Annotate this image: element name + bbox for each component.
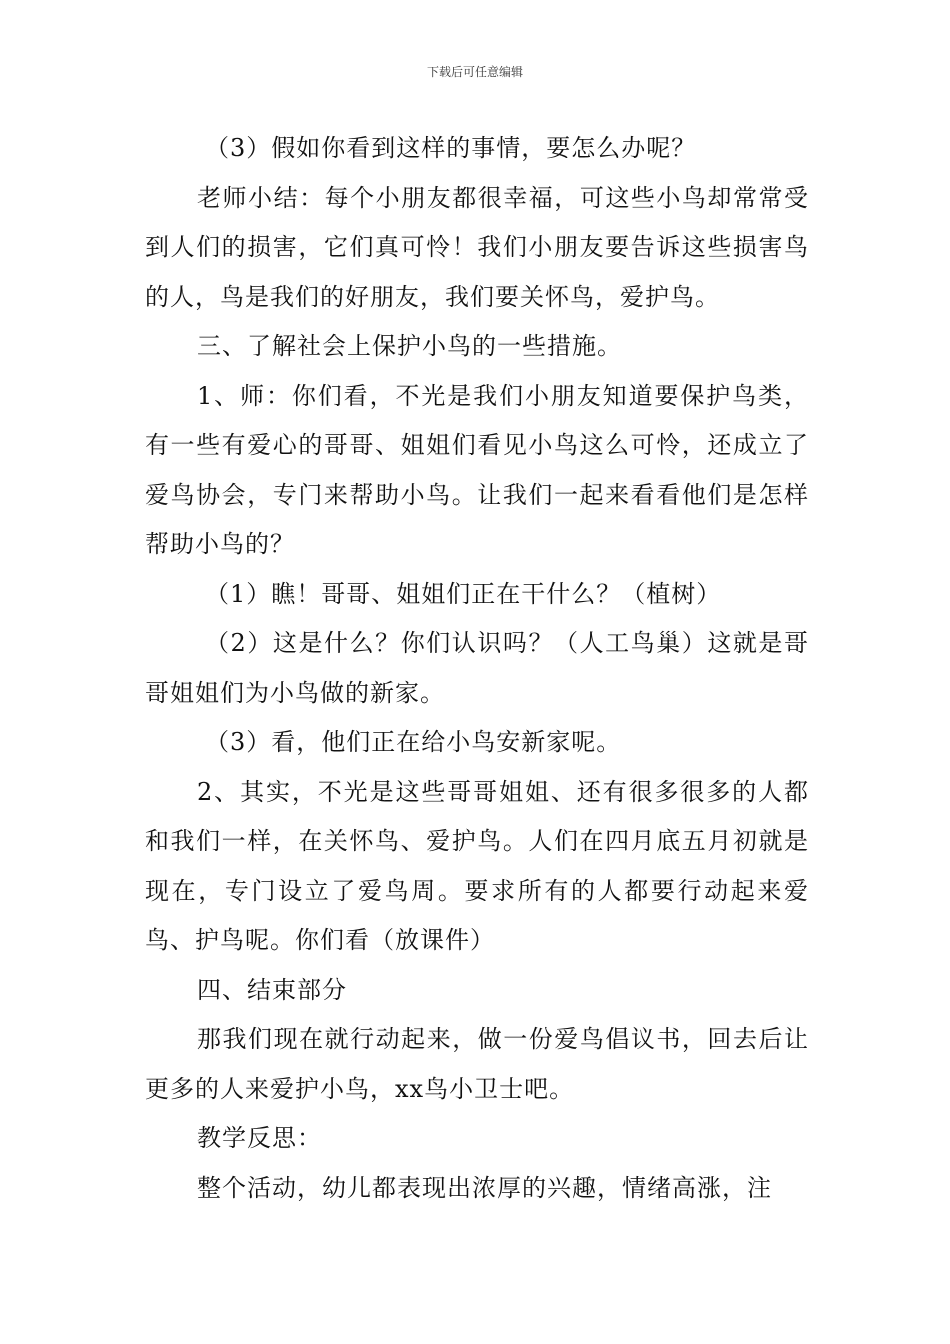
document-body [145, 124, 809, 1213]
section-heading-3: 三、了解社会上保护小鸟的一些措施。 [197, 332, 622, 360]
paragraph-sub-item-1: （1）瞧！哥哥、姐姐们正在干什么？（植树） [205, 579, 722, 608]
paragraph-item-2: 2、其实，不光是这些哥哥姐姐、还有很多很多的人都和我们一样，在关怀鸟、爱护鸟。人们在四月底五月初就是现在，专门设立了爱鸟周。要求所有的人都要行动起来爱鸟、护鸟呢。你们看（放课件） [145, 777, 809, 954]
paragraph-question-3: （3）假如你看到这样的事情，要怎么办呢？ [205, 134, 697, 162]
section-heading-4: 四、结束部分 [197, 975, 347, 1004]
paragraph-teacher-summary: 老师小结：每个小朋友都很幸福，可这些小鸟却常常受到人们的损害，它们真可怜！我们小朋友要告诉这些损害鸟的人，鸟是我们的好朋友，我们要关怀鸟，爱护鸟。 [145, 183, 809, 311]
paragraph-reflection: 整个活动，幼儿都表现出浓厚的兴趣，情绪高涨，注 [197, 1173, 772, 1202]
paragraph-sub-item-3: （3）看，他们正在给小鸟安新家呢。 [205, 728, 622, 756]
page-header-note: 下载后可任意编辑 [426, 65, 523, 79]
paragraph-sub-item-2: （2）这是什么？你们认识吗？（人工鸟巢）这就是哥哥姐姐们为小鸟做的新家。 [145, 629, 809, 707]
heading-teaching-reflection: 教学反思： [197, 1124, 322, 1152]
paragraph-closing: 那我们现在就行动起来，做一份爱鸟倡议书，回去后让更多的人来爱护小鸟，xx鸟小卫士吧。 [145, 1025, 809, 1103]
paragraph-item-1: 1、师：你们看，不光是我们小朋友知道要保护鸟类，有一些有爱心的哥哥、姐姐们看见小鸟这么可怜，还成立了爱鸟协会，专门来帮助小鸟。让我们一起来看看他们是怎样帮助小鸟的？ [145, 381, 809, 558]
